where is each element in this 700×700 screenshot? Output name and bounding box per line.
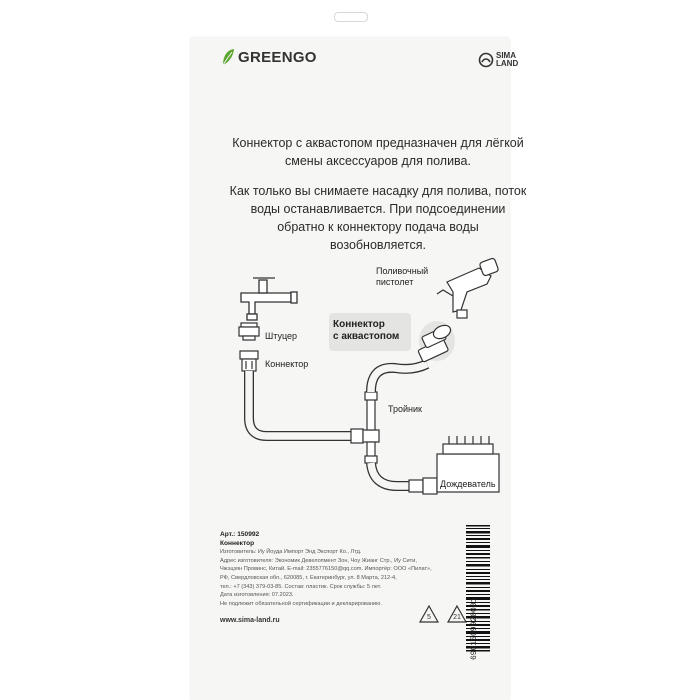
spray-gun-label-line2: пистолет (376, 277, 414, 287)
leaf-icon (221, 48, 235, 66)
aquastop-label (333, 319, 399, 343)
tee-label: Тройник (388, 404, 422, 414)
address-line-1: Адрес изготовителя: Экономик Девелопмент Зон, Чоу Жианг Стр., Иу Сити, (220, 557, 417, 564)
recycle-code-5: 5 (427, 614, 431, 621)
sima-land-icon (478, 52, 494, 68)
product-name: Коннектор (220, 539, 255, 547)
sima-text: SIMA (496, 51, 516, 60)
connector-label: Коннектор (265, 359, 309, 369)
address-line-2: Чжэцзян Провинс, Китай. E-mail: 2355776150@qq.com. Импортёр: ООО «Пилат», (220, 566, 432, 573)
product-info (220, 531, 450, 608)
sprinkler-label: Дождеватель (440, 479, 496, 489)
hose-lower (371, 463, 409, 486)
aquastop-connector-icon (418, 321, 455, 362)
land-text: LAND (496, 59, 519, 68)
manufacturer: Изготовитель: Иу Йоуда Импорт Энд Экспорт Ко., Лтд. (220, 549, 362, 556)
aquastop-label-line2: с аквастопом (333, 331, 400, 342)
barcode-digits: 6901509920001 (470, 597, 479, 660)
brand-name: GREENGO (238, 48, 317, 66)
manufacture-date: Дата изготовления: 07.2023. (220, 592, 294, 599)
description-paragraph-1: Коннектор с аквастопом предназначен для лёгкой смены аксессуаров для полива. (232, 136, 524, 168)
hose-left (249, 371, 351, 436)
article-number: Арт.: 150992 (220, 531, 260, 538)
aquastop-label-line1: Коннектор (333, 319, 385, 330)
address-line-3: РФ, Свердловская обл., 620085, г. Екатеринбург, ул. 8 Марта, 212-4, (220, 574, 397, 581)
description-paragraph-2: Как только вы снимаете насадку для полива, поток воды останавливается. При подсоединении обратно к коннектору подача воды возобновляется. (229, 184, 527, 252)
phone-line: тел.: +7 (343) 379-03-85. Состав: пластик. Срок службы: 5 лет. (220, 583, 382, 590)
tee-icon (351, 392, 379, 463)
spray-gun-label (376, 266, 428, 288)
greengo-logo (221, 48, 317, 66)
faucet-icon (241, 278, 297, 320)
fitting-label: Штуцер (265, 331, 298, 341)
website: www.sima-land.ru (220, 617, 280, 624)
certification-note: Не подлежит обязательной сертификации и декларированию. (220, 600, 382, 607)
recycle-code-21: 21 (453, 614, 461, 621)
recycle-icon-5 (418, 604, 440, 626)
spray-gun-label-line1: Поливочный (376, 266, 429, 276)
sima-land-text (496, 52, 518, 68)
sima-land-logo (478, 52, 518, 68)
connector-icon (240, 351, 258, 371)
spray-gun-icon (437, 258, 499, 318)
hose-upper (371, 364, 427, 392)
hang-hole (334, 12, 368, 22)
fitting-icon (239, 323, 259, 340)
connection-diagram (191, 240, 509, 500)
